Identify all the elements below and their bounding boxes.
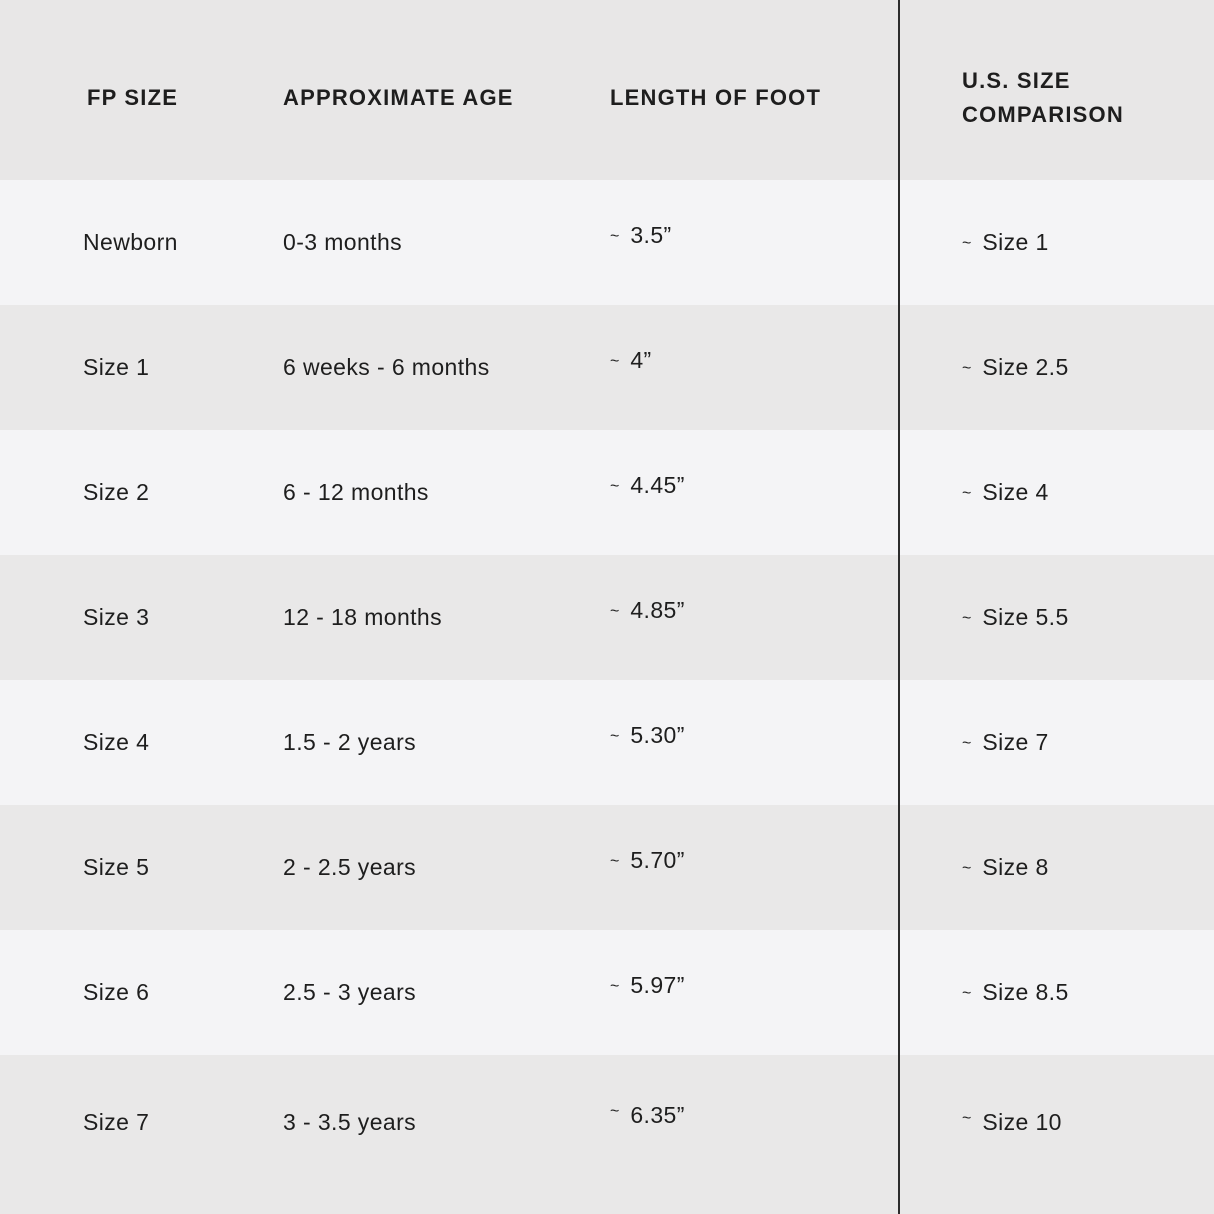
column-header-approximate-age xyxy=(283,0,610,180)
column-header-fp-size xyxy=(0,0,283,180)
approx-tilde: ~ xyxy=(962,1110,972,1127)
foot-length-value: 5.70” xyxy=(630,847,685,873)
approx-tilde: ~ xyxy=(962,234,972,252)
approximate-age-cell xyxy=(283,555,610,680)
fp-size-cell xyxy=(0,805,283,930)
foot-length-value: 5.97” xyxy=(630,972,685,998)
column-header-label: APPROXIMATE AGE xyxy=(283,85,514,110)
table-row xyxy=(0,805,1214,930)
approximate-age-cell xyxy=(283,180,610,305)
age-value: 3 - 3.5 years xyxy=(283,1109,417,1135)
column-header-us-size-comparison xyxy=(898,0,1214,180)
table-row xyxy=(0,180,1214,305)
table-header-row xyxy=(0,0,1214,180)
foot-length-value: 4.85” xyxy=(630,597,685,623)
fp-size-value: Size 4 xyxy=(83,729,150,755)
us-size-value: Size 4 xyxy=(982,479,1049,505)
us-size-cell xyxy=(898,305,1214,430)
approx-tilde: ~ xyxy=(610,352,620,370)
approximate-age-cell xyxy=(283,1055,610,1214)
approx-tilde: ~ xyxy=(610,977,620,995)
us-size-cell xyxy=(898,555,1214,680)
fp-size-value: Size 6 xyxy=(83,979,150,1005)
age-value: 1.5 - 2 years xyxy=(283,729,417,755)
approx-tilde: ~ xyxy=(962,859,972,877)
approx-tilde: ~ xyxy=(962,734,972,752)
length-of-foot-cell xyxy=(610,923,898,1048)
us-size-cell xyxy=(898,1055,1214,1214)
fp-size-cell xyxy=(0,930,283,1055)
us-size-value: Size 10 xyxy=(982,1109,1062,1135)
us-size-value: Size 5.5 xyxy=(982,604,1069,630)
age-value: 2.5 - 3 years xyxy=(283,979,417,1005)
length-of-foot-cell xyxy=(610,423,898,548)
column-header-length-of-foot xyxy=(610,0,898,180)
approx-tilde: ~ xyxy=(610,602,620,620)
approximate-age-cell xyxy=(283,430,610,555)
column-header-label: LENGTH OF FOOT xyxy=(610,85,822,110)
approximate-age-cell xyxy=(283,680,610,805)
age-value: 2 - 2.5 years xyxy=(283,854,417,880)
fp-size-cell xyxy=(0,1055,283,1214)
age-value: 6 weeks - 6 months xyxy=(283,354,490,380)
fp-size-value: Size 3 xyxy=(83,604,150,630)
foot-length-value: 6.35” xyxy=(630,1102,685,1128)
foot-length-value: 4” xyxy=(630,347,652,373)
approximate-age-cell xyxy=(283,930,610,1055)
us-size-cell xyxy=(898,430,1214,555)
table-row xyxy=(0,305,1214,430)
fp-size-cell xyxy=(0,430,283,555)
fp-size-value: Size 2 xyxy=(83,479,150,505)
fp-size-cell xyxy=(0,305,283,430)
approx-tilde: ~ xyxy=(610,727,620,745)
column-header-label: FP SIZE xyxy=(87,85,179,110)
us-size-cell xyxy=(898,805,1214,930)
approx-tilde: ~ xyxy=(962,984,972,1002)
us-size-cell xyxy=(898,930,1214,1055)
length-of-foot-cell xyxy=(610,673,898,798)
approximate-age-cell xyxy=(283,805,610,930)
fp-size-value: Size 1 xyxy=(83,354,150,380)
length-of-foot-cell xyxy=(610,173,898,298)
us-size-cell xyxy=(898,680,1214,805)
length-of-foot-cell xyxy=(610,548,898,673)
table-row xyxy=(0,930,1214,1055)
us-size-value: Size 8.5 xyxy=(982,979,1069,1005)
us-size-value: Size 8 xyxy=(982,854,1049,880)
fp-size-value: Size 5 xyxy=(83,854,150,880)
foot-length-value: 3.5” xyxy=(630,222,672,248)
table-row xyxy=(0,1055,1214,1214)
approx-tilde: ~ xyxy=(962,609,972,627)
approx-tilde: ~ xyxy=(962,359,972,377)
approx-tilde: ~ xyxy=(610,1103,620,1120)
age-value: 0-3 months xyxy=(283,229,403,255)
column-header-label: U.S. SIZE COMPARISON xyxy=(962,68,1124,127)
age-value: 12 - 18 months xyxy=(283,604,443,630)
us-size-value: Size 7 xyxy=(982,729,1049,755)
length-of-foot-cell xyxy=(610,1048,898,1207)
us-size-cell xyxy=(898,180,1214,305)
approx-tilde: ~ xyxy=(610,477,620,495)
approx-tilde: ~ xyxy=(610,852,620,870)
foot-length-value: 4.45” xyxy=(630,472,685,498)
approx-tilde: ~ xyxy=(962,484,972,502)
age-value: 6 - 12 months xyxy=(283,479,429,505)
approx-tilde: ~ xyxy=(610,227,620,245)
length-of-foot-cell xyxy=(610,798,898,923)
column-divider-line xyxy=(898,0,900,1214)
fp-size-value: Size 7 xyxy=(83,1109,150,1135)
table-row xyxy=(0,680,1214,805)
us-size-value: Size 1 xyxy=(982,229,1049,255)
fp-size-value: Newborn xyxy=(83,229,178,255)
length-of-foot-cell xyxy=(610,298,898,423)
foot-length-value: 5.30” xyxy=(630,722,685,748)
fp-size-cell xyxy=(0,555,283,680)
table-row xyxy=(0,430,1214,555)
table-row xyxy=(0,555,1214,680)
fp-size-cell xyxy=(0,180,283,305)
us-size-value: Size 2.5 xyxy=(982,354,1069,380)
approximate-age-cell xyxy=(283,305,610,430)
fp-size-cell xyxy=(0,680,283,805)
